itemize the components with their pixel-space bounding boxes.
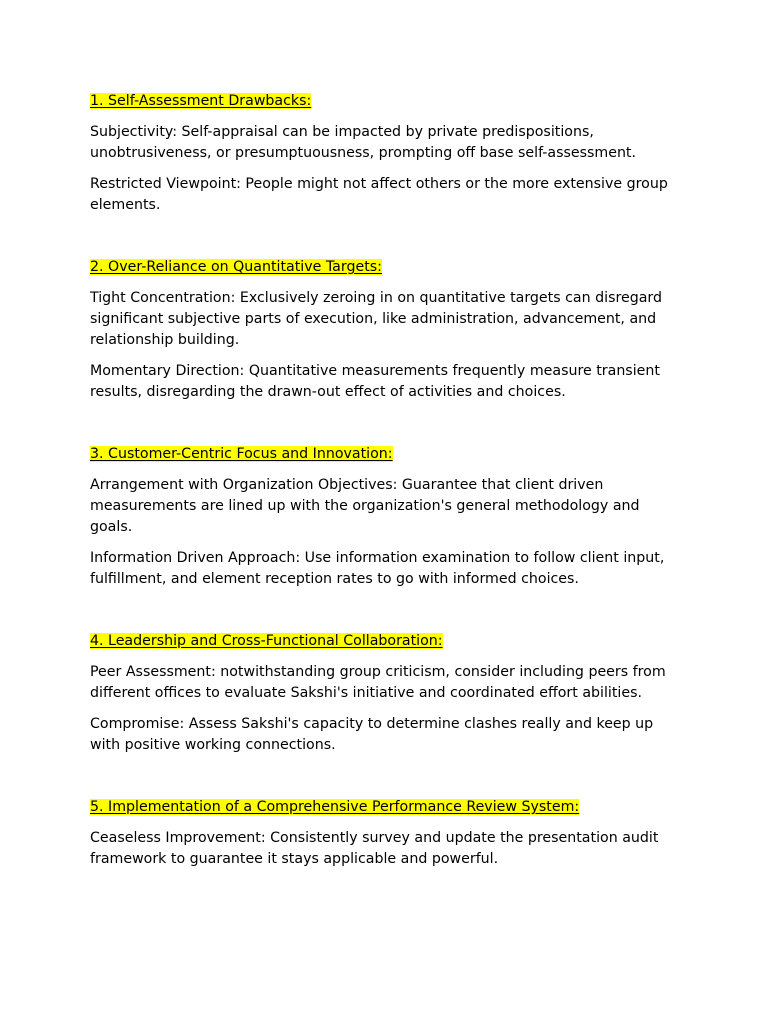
highlighted-heading-text: 3. Customer-Centric Focus and Innovation: xyxy=(90,446,393,462)
section-heading xyxy=(90,631,680,652)
document-body xyxy=(90,91,680,911)
paragraph: Peer Assessment: notwithstanding group criticism, consider including peers from different offices to evaluate Sakshi's initiative and coordinated effort abilities. xyxy=(90,664,666,701)
highlighted-heading-text: 5. Implementation of a Comprehensive Performance Review System: xyxy=(90,799,580,815)
paragraph: Subjectivity: Self-appraisal can be impacted by private predispositions, unobtrusiveness, or presumptuousness, prompting off base self-assessment. xyxy=(90,124,637,161)
highlighted-heading-text: 2. Over-Reliance on Quantitative Targets: xyxy=(90,259,382,275)
paragraph: Arrangement with Organization Objectives: Guarantee that client driven measurements are lined up with the organization's general methodology and goals. xyxy=(90,477,640,535)
section-heading xyxy=(90,444,680,465)
section-heading xyxy=(90,91,680,112)
section-leadership-collaboration xyxy=(90,631,680,756)
section-heading xyxy=(90,257,680,278)
section-customer-centric-focus xyxy=(90,444,680,590)
section-self-assessment-drawbacks xyxy=(90,91,680,216)
paragraph: Tight Concentration: Exclusively zeroing in on quantitative targets can disregard significant subjective parts of execution, like administration, advancement, and relationship building. xyxy=(90,290,662,348)
section-performance-review-system xyxy=(90,797,680,870)
section-heading xyxy=(90,797,680,818)
highlighted-heading-text: 1. Self-Assessment Drawbacks: xyxy=(90,93,312,109)
paragraph: Restricted Viewpoint: People might not affect others or the more extensive group elements. xyxy=(90,176,668,213)
paragraph: Momentary Direction: Quantitative measurements frequently measure transient results, disregarding the drawn-out effect of activities and choices. xyxy=(90,363,660,400)
section-over-reliance-quantitative-targets xyxy=(90,257,680,403)
highlighted-heading-text: 4. Leadership and Cross-Functional Collaboration: xyxy=(90,633,443,649)
paragraph: Compromise: Assess Sakshi's capacity to determine clashes really and keep up with positive working connections. xyxy=(90,716,654,753)
paragraph: Information Driven Approach: Use information examination to follow client input, fulfillment, and element reception rates to go with informed choices. xyxy=(90,550,665,587)
paragraph: Ceaseless Improvement: Consistently survey and update the presentation audit framework to guarantee it stays applicable and powerful. xyxy=(90,830,659,867)
